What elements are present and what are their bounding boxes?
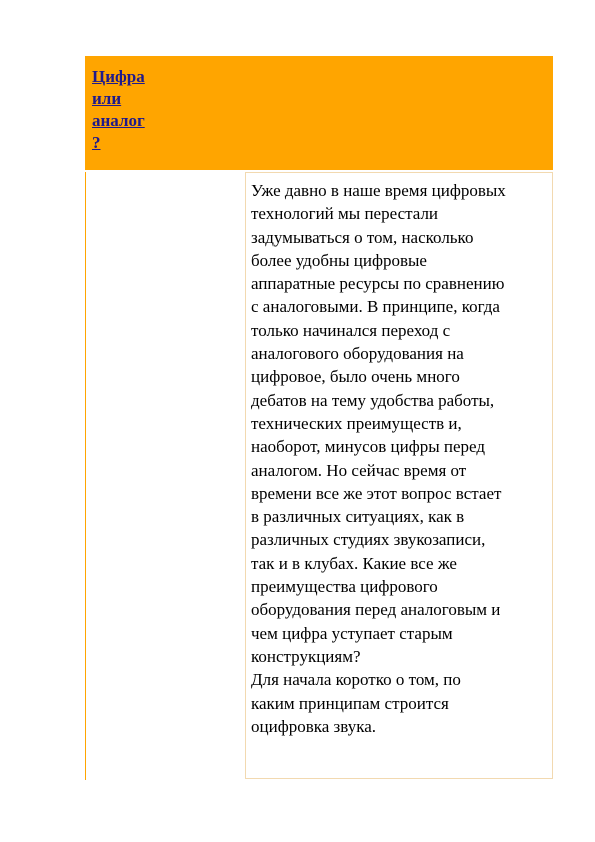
body-line: так и в клубах. Какие все же	[251, 553, 457, 573]
body-line: в различных ситуациях, как в	[251, 507, 465, 527]
title-line: ?	[92, 133, 101, 152]
left-column-rule	[85, 172, 86, 780]
body-line: различных студиях звукозаписи,	[251, 530, 486, 550]
body-line: дебатов на тему удобства работы,	[251, 390, 495, 410]
body-line: только начинался переход с	[251, 320, 451, 340]
body-line: аналогом. Но сейчас время от	[251, 460, 467, 480]
body-line: Уже давно в наше время цифровых	[251, 181, 506, 200]
body-line: технологий мы перестали	[251, 204, 439, 224]
body-line: преимущества цифрового	[251, 577, 438, 597]
body-line: наоборот, минусов цифры перед	[251, 437, 485, 457]
title-line: аналог	[92, 111, 145, 130]
body-line: более удобны цифровые	[251, 250, 427, 270]
body-line: чем цифра уступает старым	[251, 623, 453, 643]
body-line: времени все же этот вопрос встает	[251, 483, 502, 503]
body-line: аналогового оборудования на	[251, 344, 464, 364]
body-line: цифровое, было очень много	[251, 367, 460, 387]
body-line: Для начала коротко о том, по	[251, 670, 461, 690]
body-line: оцифровка звука.	[251, 716, 376, 736]
body-line: задумываться о том, насколько	[251, 227, 474, 247]
body-line: с аналоговыми. В принципе, когда	[251, 297, 500, 317]
title-line: или	[92, 89, 122, 108]
body-line: оборудования перед аналоговым и	[251, 600, 501, 620]
body-line: конструкциям?	[251, 646, 361, 666]
body-line: аппаратные ресурсы по сравнению	[251, 274, 505, 294]
body-paragraph	[251, 179, 551, 738]
title-link[interactable]	[92, 66, 182, 154]
body-line: каким принципам строится	[251, 693, 449, 713]
body-line: технических преимуществ и,	[251, 413, 462, 433]
title-line: Цифра	[92, 67, 145, 86]
